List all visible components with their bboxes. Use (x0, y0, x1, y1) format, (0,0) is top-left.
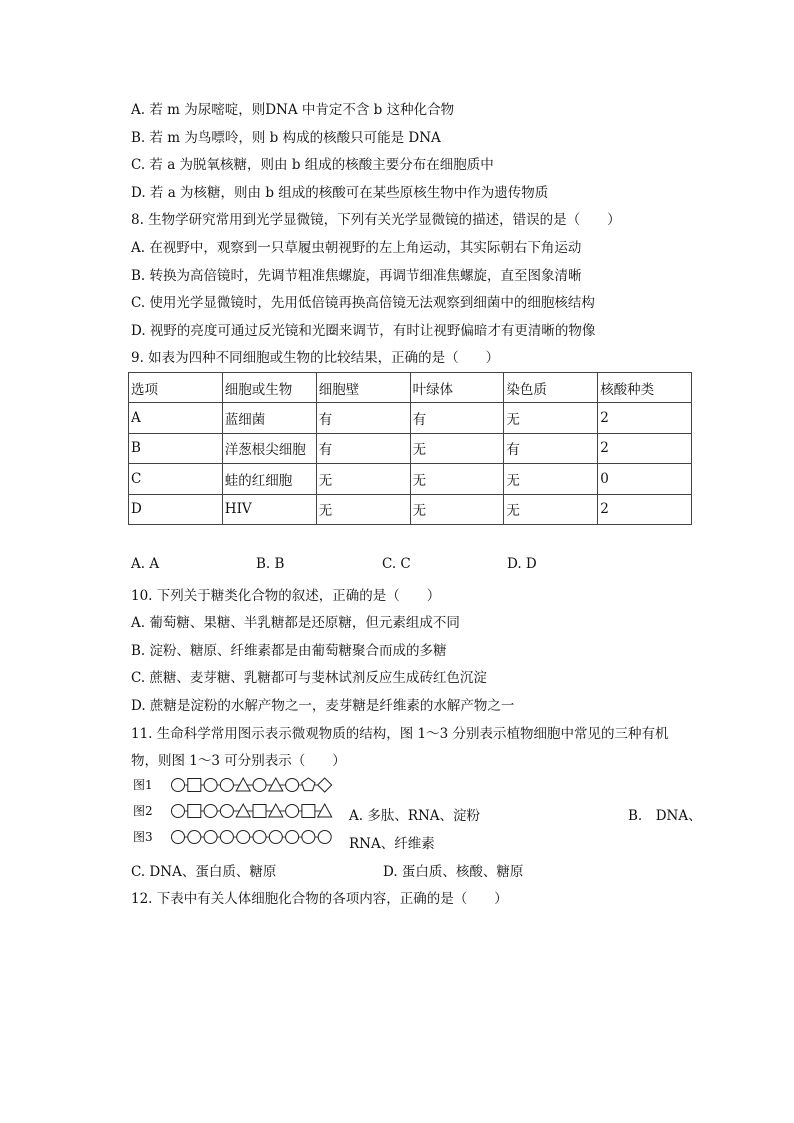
table-cell: 2 (598, 433, 692, 463)
q7-option-d: D. 若 a 为核糖，则由 b 组成的核酸可在某些原核生物中作为遗传物质 (131, 185, 549, 201)
table-cell: B (129, 433, 223, 463)
q9-option-b: B. B (256, 556, 285, 572)
table-cell: 无 (316, 494, 410, 524)
table-cell: 无 (410, 464, 504, 494)
table-cell: A (129, 403, 223, 433)
table-cell: 有 (316, 403, 410, 433)
table-cell: 无 (504, 403, 598, 433)
table-cell: C (129, 464, 223, 494)
table-header-row (129, 373, 692, 403)
q7-option-b: B. 若 m 为鸟嘌呤，则 b 构成的核酸只可能是 DNA (131, 130, 441, 146)
monomer-circle (220, 805, 233, 818)
table-row (129, 403, 692, 433)
q11-option-c: C. DNA、蛋白质、糖原 (131, 864, 277, 880)
q9-option-d: D. D (507, 556, 537, 572)
table-header-cell: 叶绿体 (410, 373, 504, 403)
monomer-circle (172, 805, 185, 818)
monomer-circle (286, 805, 299, 818)
table-cell: 无 (504, 464, 598, 494)
monomer-circle (172, 831, 185, 844)
table-cell: 蓝细菌 (222, 403, 316, 433)
monomer-square (302, 805, 315, 818)
q10-option-a: A. 葡萄糖、果糖、半乳糖都是还原糖，但元素组成不同 (131, 615, 460, 631)
table-header-cell: 细胞壁 (316, 373, 410, 403)
q11-option-a: A. 多肽、RNA、淀粉 (349, 808, 481, 824)
q8-option-c: C. 使用光学显微镜时，先用低倍镜再换高倍镜无法观察到细菌中的细胞核结构 (131, 295, 595, 311)
monomer-circle (188, 831, 201, 844)
monomer-circle (237, 831, 250, 844)
table-cell: 洋葱根尖细胞 (222, 433, 316, 463)
q8-option-d: D. 视野的亮度可通过反光镜和光圈来调节，有时让视野偏暗才有更清晰的物像 (131, 323, 596, 339)
q10-stem: 10. 下列关于糖类化合物的叙述，正确的是（ ） (131, 588, 441, 604)
q12-stem: 12. 下表中有关人体细胞化合物的各项内容，正确的是（ ） (131, 891, 508, 907)
monomer-circle (204, 779, 217, 792)
table-cell: 0 (598, 464, 692, 494)
monomer-square (188, 779, 201, 792)
q8-option-a: A. 在视野中，观察到一只草履虫朝视野的左上角运动，其实际朝右下角运动 (131, 240, 582, 256)
table-cell: 无 (504, 494, 598, 524)
table-cell: 无 (410, 494, 504, 524)
table-cell: 蛙的红细胞 (222, 464, 316, 494)
figure-2-label: 图2 (133, 804, 153, 818)
q10-option-d: D. 蔗糖是淀粉的水解产物之一，麦芽糖是纤维素的水解产物之一 (131, 698, 515, 714)
q10-option-b: B. 淀粉、糖原、纤维素都是由葡萄糖聚合而成的多糖 (131, 643, 447, 659)
table-cell: 有 (504, 433, 598, 463)
table-cell: 2 (598, 403, 692, 433)
q9-stem: 9. 如表为四种不同细胞或生物的比较结果，正确的是（ ） (131, 350, 500, 366)
figure-2-monomer-chain (171, 803, 341, 819)
monomer-pentagon (302, 778, 315, 791)
monomer-circle (253, 779, 266, 792)
monomer-square (188, 805, 201, 818)
figure-3-monomer-chain (171, 829, 341, 845)
table-header-cell: 核酸种类 (598, 373, 692, 403)
q7-option-c: C. 若 a 为脱氧核糖，则由 b 组成的核酸主要分布在细胞质中 (131, 157, 494, 173)
table-cell: D (129, 494, 223, 524)
monomer-square (253, 805, 266, 818)
table-row (129, 433, 692, 463)
table-row (129, 464, 692, 494)
table-row (129, 494, 692, 524)
q9-option-a: A. A (131, 556, 160, 572)
figure-3-label: 图3 (133, 830, 153, 844)
table-header-cell: 细胞或生物 (222, 373, 316, 403)
table-cell: 无 (316, 464, 410, 494)
monomer-circle (204, 805, 217, 818)
table-cell: HIV (222, 494, 316, 524)
q8-option-b: B. 转换为高倍镜时，先调节粗准焦螺旋，再调节细准焦螺旋，直至图象清晰 (131, 268, 582, 284)
table-cell: 有 (410, 403, 504, 433)
monomer-diamond (318, 778, 332, 792)
monomer-circle (286, 779, 299, 792)
monomer-circle (302, 831, 315, 844)
monomer-circle (269, 831, 282, 844)
q11-stem-line2: 物，则图 1～3 可分别表示（ ） (131, 753, 346, 769)
q11-option-b-part2: RNA、纤维素 (349, 836, 435, 852)
q7-option-a: A. 若 m 为尿嘧啶，则DNA 中肯定不含 b 这种化合物 (131, 102, 455, 118)
table-header-cell: 选项 (129, 373, 223, 403)
q8-stem: 8. 生物学研究常用到光学显微镜，下列有关光学显微镜的描述，错误的是（ ） (131, 212, 621, 228)
comparison-table (128, 372, 692, 525)
figure-1-label: 图1 (133, 778, 153, 792)
monomer-circle (172, 779, 185, 792)
monomer-circle (220, 831, 233, 844)
q11-option-d: D. 蛋白质、核酸、糖原 (383, 864, 524, 880)
table-cell: 无 (410, 433, 504, 463)
figure-1-monomer-chain (171, 777, 341, 793)
table-header-cell: 染色质 (504, 373, 598, 403)
q9-option-c: C. C (382, 556, 411, 572)
q11-stem-line1: 11. 生命科学常用图示表示微观物质的结构，图 1～3 分别表示植物细胞中常见的三种有机 (131, 726, 669, 742)
table-cell: 有 (316, 433, 410, 463)
monomer-circle (220, 779, 233, 792)
table-cell: 2 (598, 494, 692, 524)
monomer-circle (318, 831, 331, 844)
monomer-circle (286, 831, 299, 844)
monomer-circle (204, 831, 217, 844)
q10-option-c: C. 蔗糖、麦芽糖、乳糖都可与斐林试剂反应生成砖红色沉淀 (131, 670, 487, 686)
q11-option-b-part1: B. DNA、 (628, 808, 702, 824)
monomer-circle (253, 831, 266, 844)
